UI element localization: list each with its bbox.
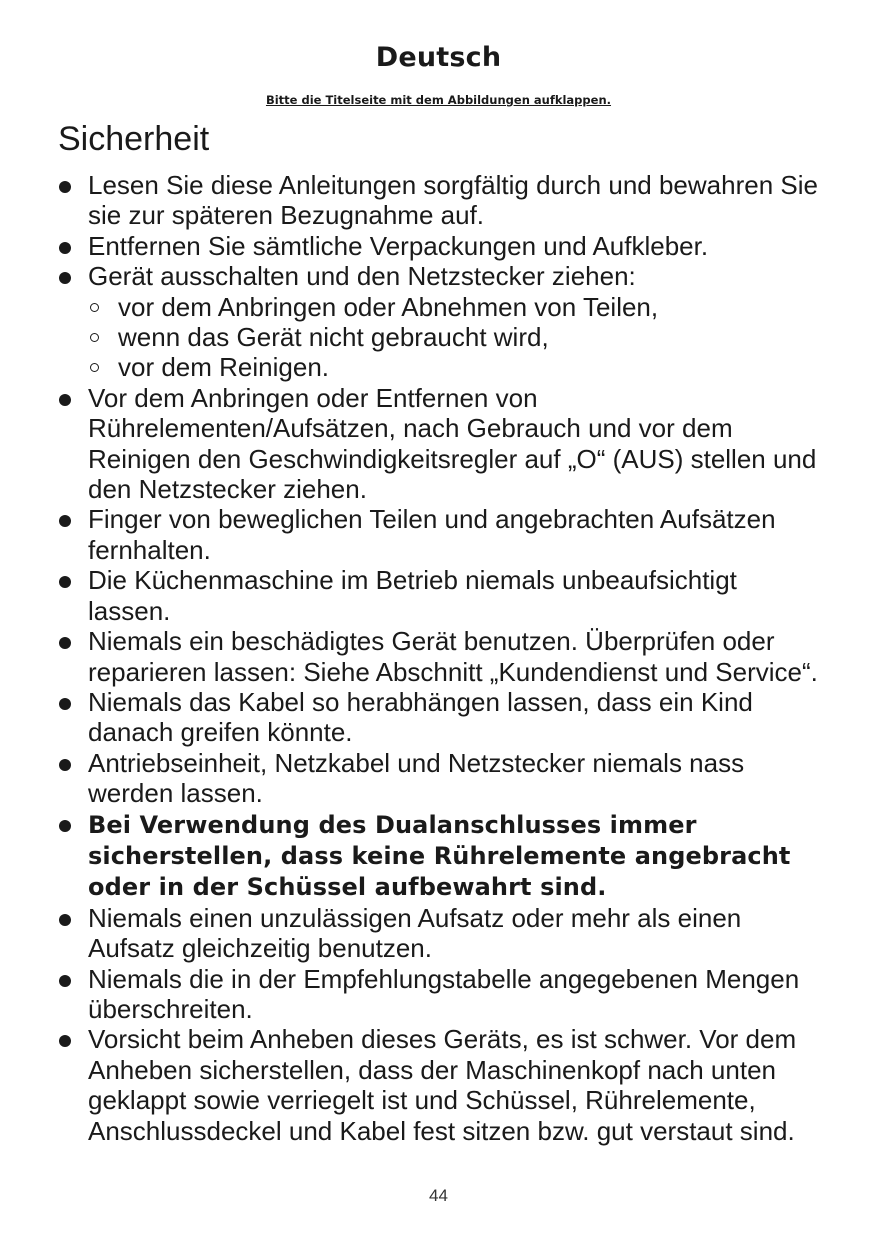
bullet-icon xyxy=(59,272,71,284)
list-item xyxy=(58,261,818,383)
list-item xyxy=(58,964,818,1025)
list-item xyxy=(58,170,818,231)
hollow-bullet-icon xyxy=(90,363,99,372)
list-item-text: Niemals das Kabel so herabhängen lassen, dass ein Kind danach greifen könnte. xyxy=(88,686,753,748)
list-item-text: Finger von beweglichen Teilen und angebrachten Aufsätzen fernhalten. xyxy=(88,504,776,565)
sub-list-item xyxy=(88,292,818,322)
list-item-text: Vor dem Anbringen oder Entfernen von Rührelementen/Aufsätzen, nach Gebrauch und vor dem Reinigen den Geschwindigkeitsregler auf „O“ (AUS) stellen und den Netzstecker ziehen. xyxy=(88,382,817,505)
list-item-warning xyxy=(58,809,818,903)
sub-list-item xyxy=(88,322,818,352)
list-item-text: Antriebseinheit, Netzkabel und Netzstecker niemals nass werden lassen. xyxy=(88,747,745,809)
list-item xyxy=(58,748,818,809)
sub-list-item-text: wenn das Gerät nicht gebraucht wird, xyxy=(118,322,549,353)
bullet-icon xyxy=(59,181,71,193)
list-item-text-bold: Bei Verwendung des Dualanschlusses immer sicherstellen, dass keine Rührelemente angebracht oder in der Schüssel aufbewahrt sind. xyxy=(88,810,791,902)
list-item-text: Entfernen Sie sämtliche Verpackungen und Aufkleber. xyxy=(88,230,709,261)
list-item xyxy=(58,504,818,565)
bullet-icon xyxy=(59,515,71,527)
sub-list-item-text: vor dem Anbringen oder Abnehmen von Teilen, xyxy=(118,291,659,322)
list-item-text: Niemals die in der Empfehlungstabelle angegebenen Mengen überschreiten. xyxy=(88,963,800,1024)
list-item xyxy=(58,687,818,748)
list-item xyxy=(58,903,818,964)
list-item-text: Gerät ausschalten und den Netzstecker ziehen: xyxy=(88,261,636,292)
sub-list-item xyxy=(88,352,818,382)
list-item-text: Die Küchenmaschine im Betrieb niemals unbeaufsichtigt lassen. xyxy=(88,565,737,626)
list-item-text: Niemals einen unzulässigen Aufsatz oder mehr als einen Aufsatz gleichzeitig benutzen. xyxy=(88,902,742,964)
list-item xyxy=(58,626,818,687)
safety-instructions-list xyxy=(58,170,818,1146)
list-item-text: Lesen Sie diese Anleitungen sorgfältig durch und bewahren Sie sie zur späteren Bezugnahme auf. xyxy=(88,170,818,231)
sub-list xyxy=(88,292,818,383)
list-item xyxy=(58,231,818,261)
bullet-icon xyxy=(59,394,71,406)
page-number: 44 xyxy=(429,1186,448,1205)
hollow-bullet-icon xyxy=(90,303,99,312)
list-item-text: Vorsicht beim Anheben dieses Geräts, es ist schwer. Vor dem Anheben sicherstellen, dass der Maschinenkopf nach unten geklappt sowie verriegelt ist und Schüssel, Rührelemente, Anschlussdeckel und Kabel fest sitzen bzw. gut verstaut sind. xyxy=(88,1024,797,1146)
list-item xyxy=(58,565,818,626)
section-heading: Sicherheit xyxy=(58,120,210,158)
bullet-icon xyxy=(59,637,71,649)
hollow-bullet-icon xyxy=(90,333,99,342)
sub-list-item-text: vor dem Reinigen. xyxy=(118,352,329,383)
language-title: Deutsch xyxy=(375,42,502,73)
bullet-icon xyxy=(59,759,71,771)
list-item xyxy=(58,1024,818,1146)
bullet-icon xyxy=(59,576,71,588)
bullet-icon xyxy=(59,820,71,832)
bullet-icon xyxy=(59,914,71,926)
bullet-icon xyxy=(59,1035,71,1047)
list-item-text: Niemals ein beschädigtes Gerät benutzen. Überprüfen oder reparieren lassen: Siehe Abschnitt „Kundendienst und Service“. xyxy=(88,626,818,687)
list-item xyxy=(58,383,818,505)
bullet-icon xyxy=(59,975,71,987)
bullet-icon xyxy=(59,698,71,710)
fold-out-note: Bitte die Titelseite mit dem Abbildungen aufklappen. xyxy=(265,93,612,107)
bullet-icon xyxy=(59,242,71,254)
